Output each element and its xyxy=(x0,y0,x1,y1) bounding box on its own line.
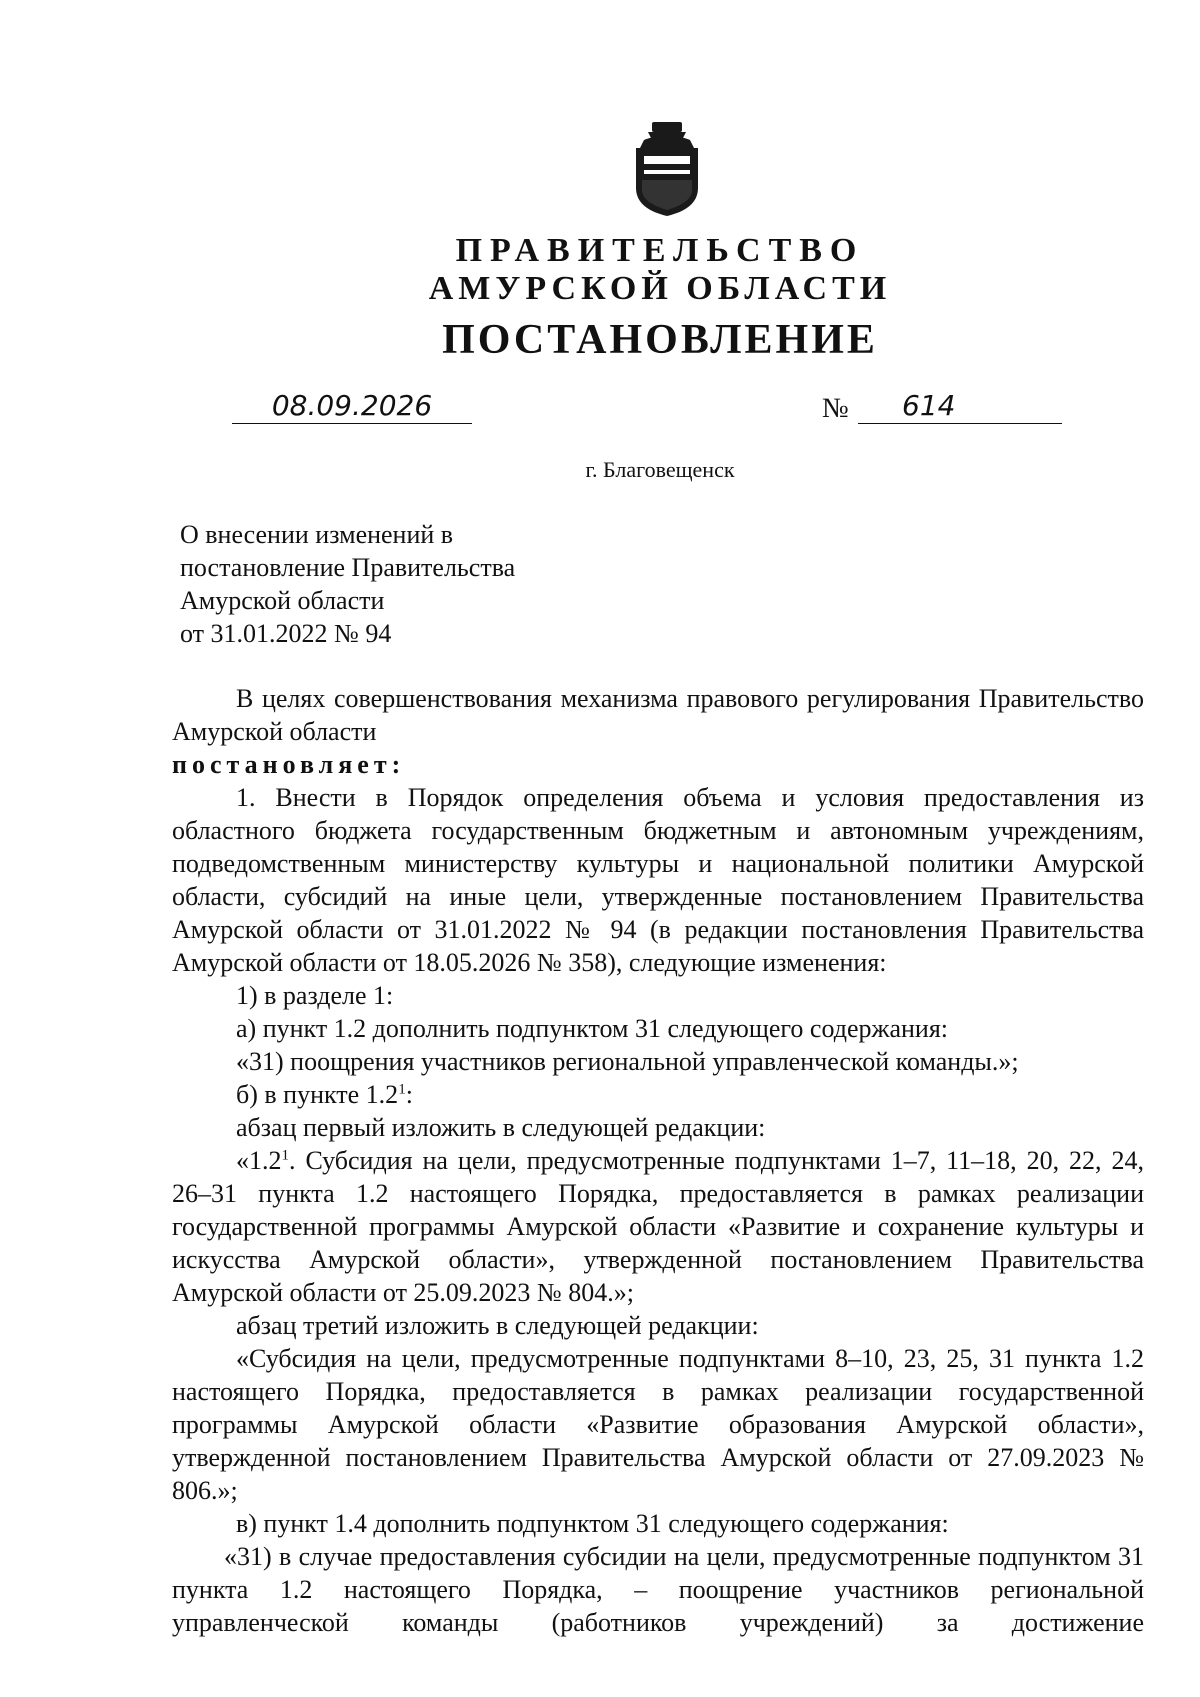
quote-1-2-1-text: . Субсидия на цели, предусмотренные подпунктами 1–7, 11–18, 20, 22, 24, 26–31 пункта 1.2 настоящего Порядка, предоставляется в рамках реализации государственной программы Амурской области «Развитие и сохранение культуры и искусства Амурской области», утвержденной постановлением Правительства Амурской области от 25.09.2023 № 804.»; xyxy=(172,1146,1144,1307)
document-type-title: ПОСТАНОВЛЕНИЕ xyxy=(442,317,878,363)
paragraph-third-instruction: абзац третий изложить в следующей редакции: xyxy=(236,1311,759,1340)
quote-31-subitem: «31) в случае предоставления субсидии на цели, предусмотренные подпунктом 31 пункта 1.2 настоящего Порядка, – поощрение участников региональной управленческой команды (работников учреждений) за достижение xyxy=(172,1542,1144,1637)
subitem-1b-text: б) в пункте 1.2 xyxy=(236,1080,399,1109)
superscript: 1 xyxy=(281,1147,289,1164)
document-body xyxy=(172,682,1144,1639)
number-label: № xyxy=(822,393,849,424)
document-subject xyxy=(180,518,700,650)
quote-subsidy-education: «Субсидия на цели, предусмотренные подпунктами 8–10, 23, 25, 31 пункта 1.2 настоящего Порядка, предоставляется в рамках реализации государственной программы Амурской области «Развитие образования Амурской области», утвержденной постановлением Правительства Амурской области от 27.09.2023 № 806.»; xyxy=(172,1344,1144,1505)
quote-1-2-1 xyxy=(172,1144,1144,1309)
subitem-1: 1) в разделе 1: xyxy=(236,981,394,1010)
region-title: АМУРСКОЙ ОБЛАСТИ xyxy=(428,270,892,307)
document-number: 614 xyxy=(858,389,1062,424)
superscript: 1 xyxy=(398,1081,406,1098)
preamble-paragraph: В целях совершенствования механизма правового регулирования Правительство Амурской области xyxy=(172,684,1144,746)
amur-region-coat-of-arms-emblem xyxy=(622,118,712,218)
paragraph-first-instruction: абзац первый изложить в следующей редакции: xyxy=(236,1113,766,1142)
subitem-1a-quote: «31) поощрения участников региональной управленческой команды.»; xyxy=(236,1047,1019,1076)
subitem-1b xyxy=(172,1078,1144,1111)
document-date: 08.09.2026 xyxy=(232,389,472,424)
government-title: ПРАВИТЕЛЬСТВО xyxy=(455,232,865,269)
subject-line: Амурской области xyxy=(180,586,385,615)
quote-1-2-1-start: «1.2 xyxy=(236,1146,282,1175)
item-1-paragraph: 1. Внести в Порядок определения объема и условия предоставления из областного бюджета государственным бюджетным и автономным учреждениям, подведомственным министерству культуры и национальной политики Амурской области, субсидий на иные цели, утвержденные постановлением Правительства Амурской области от 31.01.2022 № 94 (в редакции постановления Правительства Амурской области от 18.05.2026 № 358), следующие изменения: xyxy=(172,783,1144,977)
subitem-1v: в) пункт 1.4 дополнить подпунктом 31 следующего содержания: xyxy=(236,1509,949,1538)
subitem-1a: а) пункт 1.2 дополнить подпунктом 31 следующего содержания: xyxy=(236,1014,949,1043)
decree-word: постановляет: xyxy=(172,750,406,779)
subject-line: от 31.01.2022 № 94 xyxy=(180,619,392,648)
subject-line: О внесении изменений в xyxy=(180,520,454,549)
city-name: г. Благовещенск xyxy=(585,457,735,482)
subject-line: постановление Правительства xyxy=(180,553,516,582)
subitem-1b-colon: : xyxy=(405,1080,413,1109)
